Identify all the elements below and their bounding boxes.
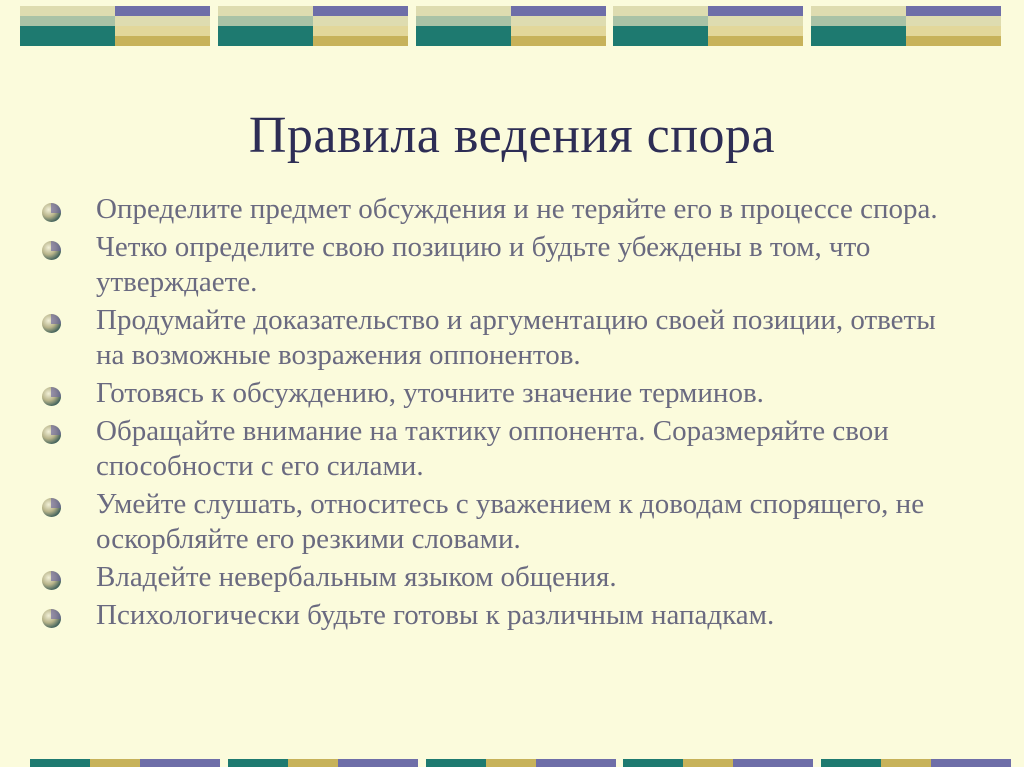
bullet-item — [42, 598, 942, 633]
bullet-item — [42, 303, 942, 373]
stripe-block — [613, 6, 803, 46]
bottom-decorative-stripe — [0, 759, 1024, 767]
bullet-item — [42, 487, 942, 557]
stripe-block — [811, 6, 1001, 46]
stripe-block — [416, 6, 606, 46]
sphere-bullet-icon — [42, 609, 61, 628]
bullet-item — [42, 230, 942, 300]
bullet-list — [42, 192, 942, 636]
bullet-item — [42, 560, 942, 595]
bullet-text: Умейте слушать, относитесь с уважением к доводам спорящего, не оскорбляйте его резкими словами. — [96, 488, 925, 555]
bullet-item — [42, 192, 942, 227]
bullet-text: Продумайте доказательство и аргументацию своей позиции, ответы на возможные возражения оппонентов. — [96, 304, 936, 371]
bullet-item — [42, 376, 942, 411]
sphere-bullet-icon — [42, 571, 61, 590]
stripe-block — [623, 759, 813, 767]
sphere-bullet-icon — [42, 203, 61, 222]
bullet-text: Определите предмет обсуждения и не теряйте его в процессе спора. — [96, 193, 938, 225]
bullet-text: Обращайте внимание на тактику оппонента. Соразмеряйте свои способности с его силами. — [96, 415, 889, 482]
stripe-block — [218, 6, 408, 46]
bullet-text: Четко определите свою позицию и будьте убеждены в том, что утверждаете. — [96, 231, 871, 298]
sphere-bullet-icon — [42, 387, 61, 406]
bullet-text: Готовясь к обсуждению, уточните значение терминов. — [96, 377, 764, 409]
slide-title: Правила ведения спора — [248, 107, 776, 164]
stripe-block — [821, 759, 1011, 767]
stripe-block — [228, 759, 418, 767]
stripe-block — [426, 759, 616, 767]
bullet-item — [42, 414, 942, 484]
sphere-bullet-icon — [42, 425, 61, 444]
top-decorative-stripe — [0, 6, 1024, 46]
sphere-bullet-icon — [42, 241, 61, 260]
stripe-block — [30, 759, 220, 767]
stripe-block — [20, 6, 210, 46]
bullet-text: Психологически будьте готовы к различным нападкам. — [96, 599, 775, 631]
bullet-text: Владейте невербальным языком общения. — [96, 561, 617, 593]
sphere-bullet-icon — [42, 498, 61, 517]
sphere-bullet-icon — [42, 314, 61, 333]
